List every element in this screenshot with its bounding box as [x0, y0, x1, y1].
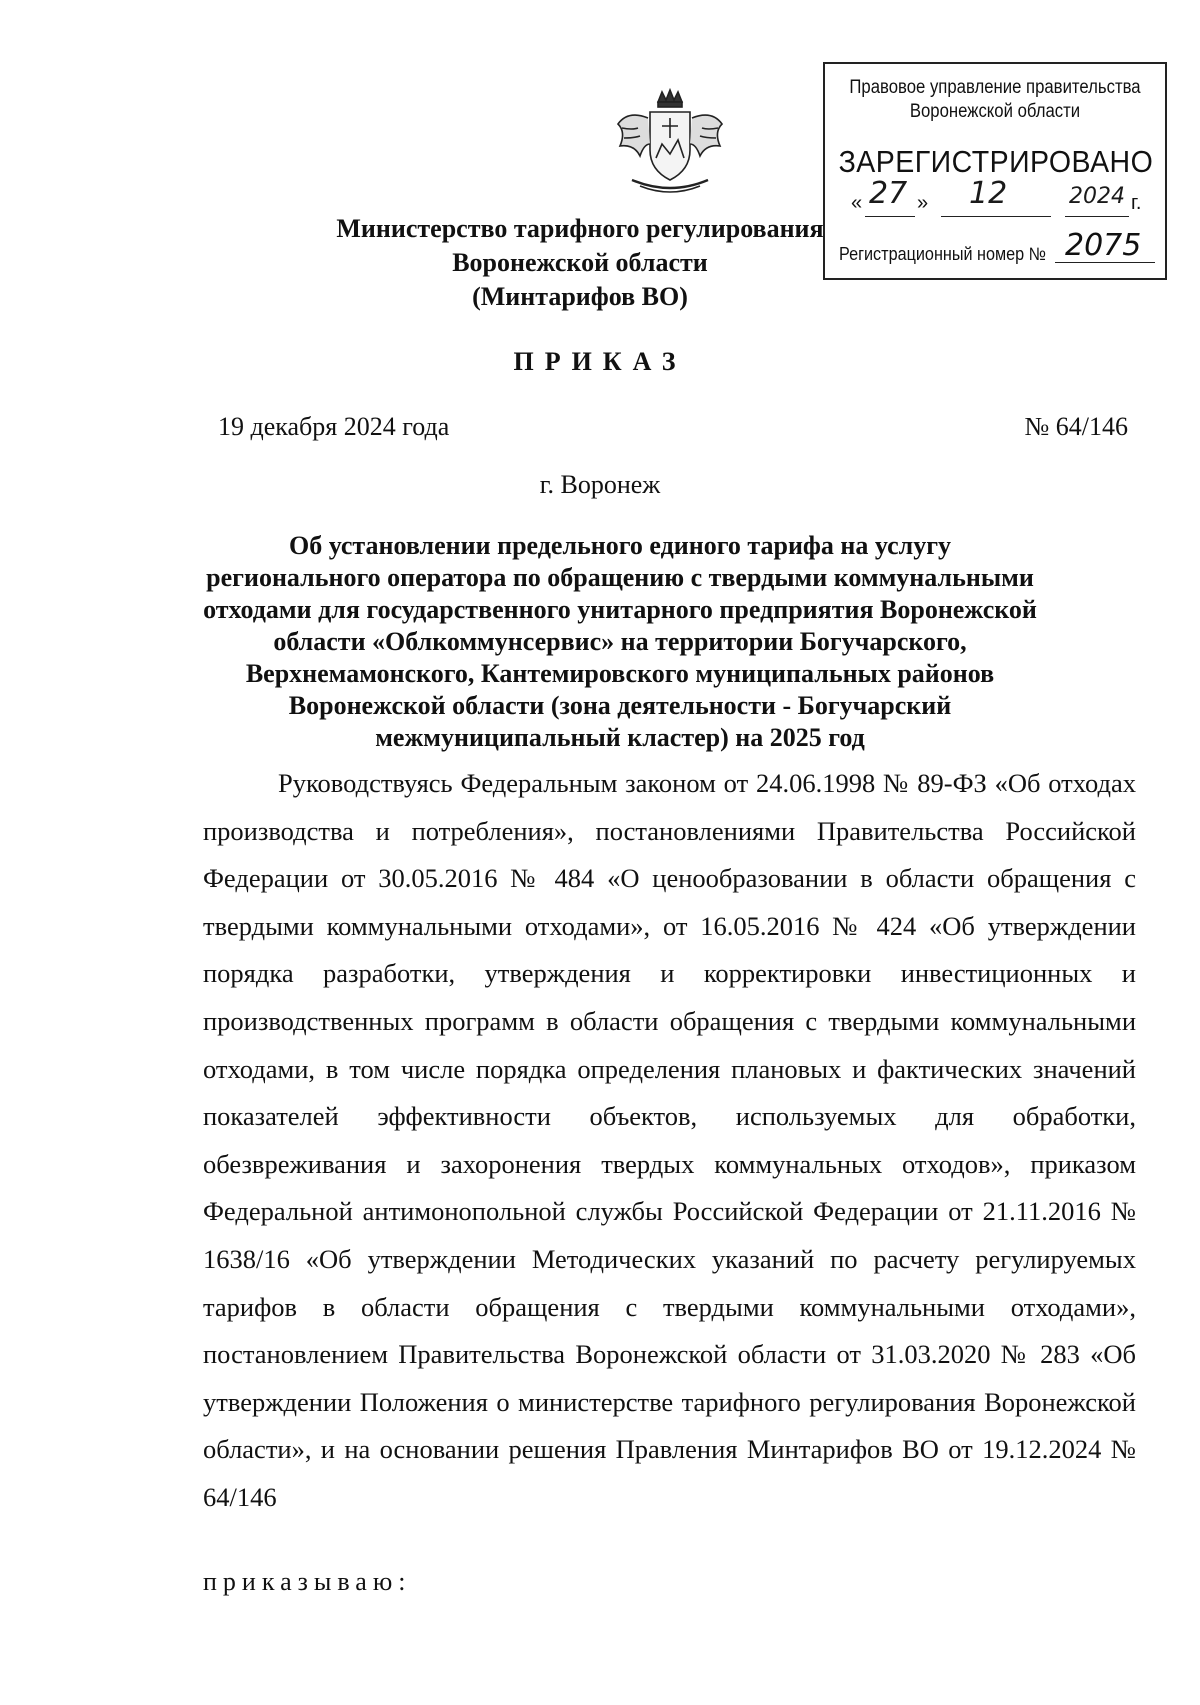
order-directive-word: приказываю: — [203, 1567, 412, 1596]
order-subject: Об установлении предельного единого тарифа на услугу регионального оператора по обращению с твердыми коммунальными отходами для государственного унитарного предприятия Воронежской области «Облкоммунсервис» на территории Богучарского, Верхнемамонского, Кантемировского муниципальных районов Воронежской области (зона деятельности - Богучарский межмуниципальный кластер) на 2025 год — [203, 531, 1037, 752]
stamp-org-line2: Воронежской области — [909, 101, 1081, 122]
order-city: г. Воронеж — [539, 470, 661, 499]
stamp-number-value: 2075 — [1065, 228, 1142, 263]
stamp-registered-label: ЗАРЕГИСТРИРОВАНО — [838, 144, 1154, 179]
stamp-quote-open: « — [851, 192, 863, 214]
stamp-year-underline — [1065, 216, 1129, 217]
stamp-quote-close: » — [917, 192, 929, 214]
stamp-month: 12 — [969, 176, 1008, 211]
stamp-day-underline — [865, 216, 915, 217]
order-preamble: Руководствуясь Федеральным законом от 24.06.1998 № 89-ФЗ «Об отходах производства и потребления», постановлениями Правительства Российской Федерации от 30.05.2016 № 484 «О ценообразовании в области обращения с твердыми коммунальными отходами», от 16.05.2016 № 424 «Об утверждении порядка разработки, утверждения и корректировки инвестиционных и производственных программ в области обращения с твердыми коммунальными отходами, в том числе порядка определения плановых и фактических значений показателей эффективности объектов, используемых для обработки, обезвреживания и захоронения твердых коммунальных отходов», приказом Федеральной антимонопольной службы Российской Федерации от 21.11.2016 № 1638/16 «Об утверждении Методических указаний по расчету регулируемых тарифов в области обращения с твердыми коммунальными отходами», постановлением Правительства Воронежской области от 31.03.2020 № 283 «Об утверждении Положения о министерстве тарифного регулирования Воронежской области», и на основании решения Правления Минтарифов ВО от 19.12.2024 № 64/146 — [203, 768, 1136, 1512]
stamp-number — [833, 228, 1163, 272]
ministry-region: Воронежской области — [452, 248, 708, 277]
stamp-year-suffix: г. — [1131, 192, 1142, 214]
stamp-number-underline — [1055, 262, 1155, 263]
stamp-date — [851, 176, 1151, 222]
order-number: № 64/146 — [1024, 412, 1128, 441]
stamp-day: 27 — [869, 176, 908, 211]
stamp-year: 2024 — [1069, 184, 1125, 209]
order-date: 19 декабря 2024 года — [218, 412, 450, 441]
stamp-month-underline — [941, 216, 1051, 217]
ministry-header — [300, 212, 860, 314]
coat-of-arms-icon — [610, 88, 730, 198]
ministry-name: Министерство тарифного регулирования — [336, 214, 824, 243]
document-type: ПРИКАЗ — [513, 347, 687, 376]
ministry-short-name: (Минтарифов ВО) — [472, 282, 688, 311]
stamp-organization — [845, 76, 1144, 124]
stamp-org-line1: Правовое управление правительства — [849, 77, 1141, 98]
registration-stamp — [823, 62, 1167, 280]
stamp-number-label: Регистрационный номер № — [839, 244, 1047, 264]
